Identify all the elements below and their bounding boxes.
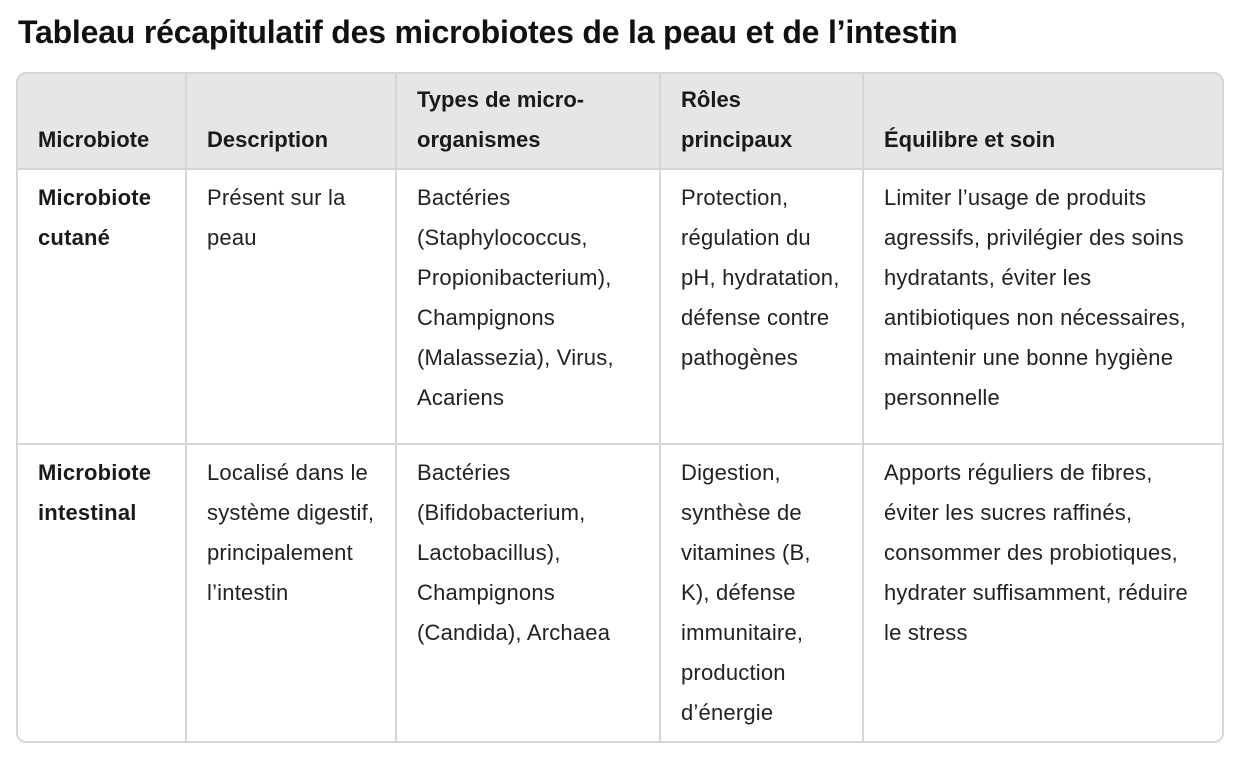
table-row [18, 444, 1222, 741]
cell-roles: Protection, régulation du pH, hydratation, défense contre pathogènes [660, 169, 863, 444]
cell-microbiote: Microbiote cutané [18, 169, 186, 444]
table-header [18, 74, 1222, 169]
cell-description: Localisé dans le système digestif, principalement l’intestin [186, 444, 396, 741]
header-types: Types de micro-organismes [396, 74, 660, 169]
header-row [18, 74, 1222, 169]
cell-types: Bactéries (Staphylococcus, Propionibacterium), Champignons (Malassezia), Virus, Acariens [396, 169, 660, 444]
cell-roles: Digestion, synthèse de vitamines (B, K), défense immunitaire, production d’énergie [660, 444, 863, 741]
cell-description: Présent sur la peau [186, 169, 396, 444]
cell-types: Bactéries (Bifidobacterium, Lactobacillus), Champignons (Candida), Archaea [396, 444, 660, 741]
summary-table [18, 74, 1222, 741]
header-microbiote: Microbiote [18, 74, 186, 169]
cell-care: Apports réguliers de fibres, éviter les sucres raffinés, consommer des probiotiques, hydrater suffisamment, réduire le stress [884, 460, 1188, 645]
cell-care: Limiter l’usage de produits agressifs, privilégier des soins hydratants, éviter les antibiotiques non nécessaires, maintenir une bonne hygiène personnelle [863, 169, 1222, 444]
table-row [18, 169, 1222, 444]
summary-table-container [16, 72, 1224, 743]
cell-microbiote: Microbiote intestinal [18, 444, 186, 741]
header-description: Description [186, 74, 396, 169]
header-care: Équilibre et soin [863, 74, 1222, 169]
page-title: Tableau récapitulatif des microbiotes de la peau et de l’intestin [18, 14, 958, 50]
header-roles: Rôles principaux [660, 74, 863, 169]
table-body [18, 169, 1222, 741]
